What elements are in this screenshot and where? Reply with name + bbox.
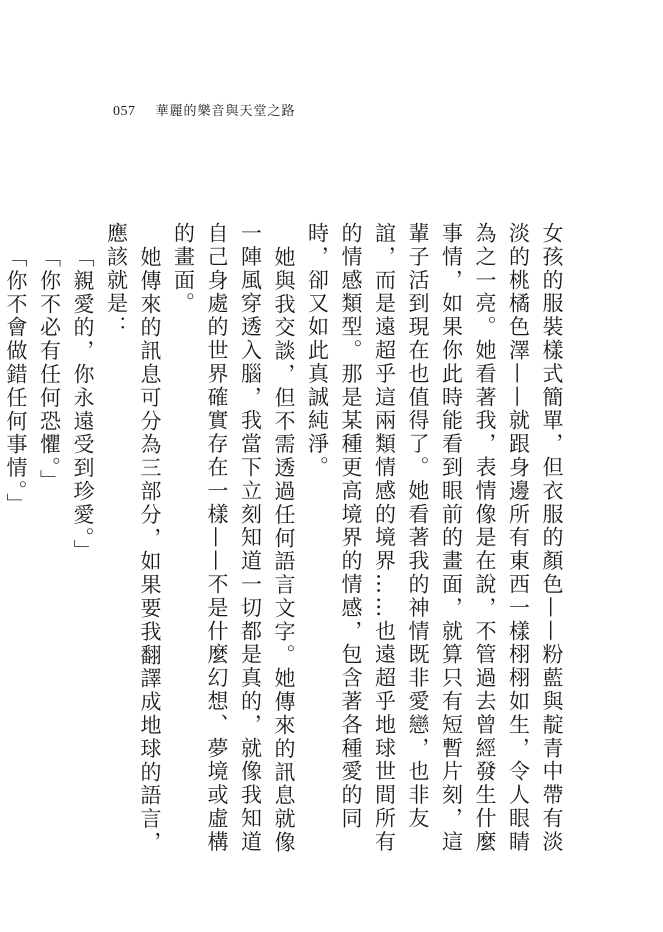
paragraph-5: 「你不必有任何恐懼。」 — [37, 246, 62, 494]
vertical-body-text — [0, 222, 568, 862]
page-header — [113, 100, 296, 120]
paragraph-6: 「你不會做錯任何事情。」 — [4, 246, 28, 517]
running-title: 華麗的樂音與天堂之路 — [155, 104, 296, 119]
page-number: 057 — [113, 104, 136, 119]
paragraph-4: 「親愛的，你永遠受到珍愛。」 — [71, 246, 95, 564]
paragraph-1: 女孩的服裝樣式簡單，但衣服的顏色——粉藍與靛青中帶有淡淡的桃橘色澤——就跟身邊所有東西一樣栩栩如生，令人眼睛為之一亮。她看著我，表情像是在說，不管過去曾經發生什麼事情，如果你此時能看到眼前的畫面，就算只有短暫片刻，這輩子活到現在也值得了。她看著我的神情既非愛戀，也非友誼，而是遠超乎這兩類情感的境界……也遠超乎地球世間所有的情感類型。那是某種更高境界的情感，包含著各種愛的同時，卻又如此真誠純淨。 — [305, 222, 564, 854]
paragraph-2: 她與我交談，但不需透過任何語言文字。她傳來的訊息就像一陣風穿透入腦，我當下立刻知道一切都是真的，就像我知道自己身處的世界確實存在一樣——不是什麼幻想、夢境或虛構的畫面。 — [171, 222, 296, 855]
paragraph-3: 她傳來的訊息可分為三部分，如果要我翻譯成地球的語言，應該就是： — [104, 222, 162, 855]
